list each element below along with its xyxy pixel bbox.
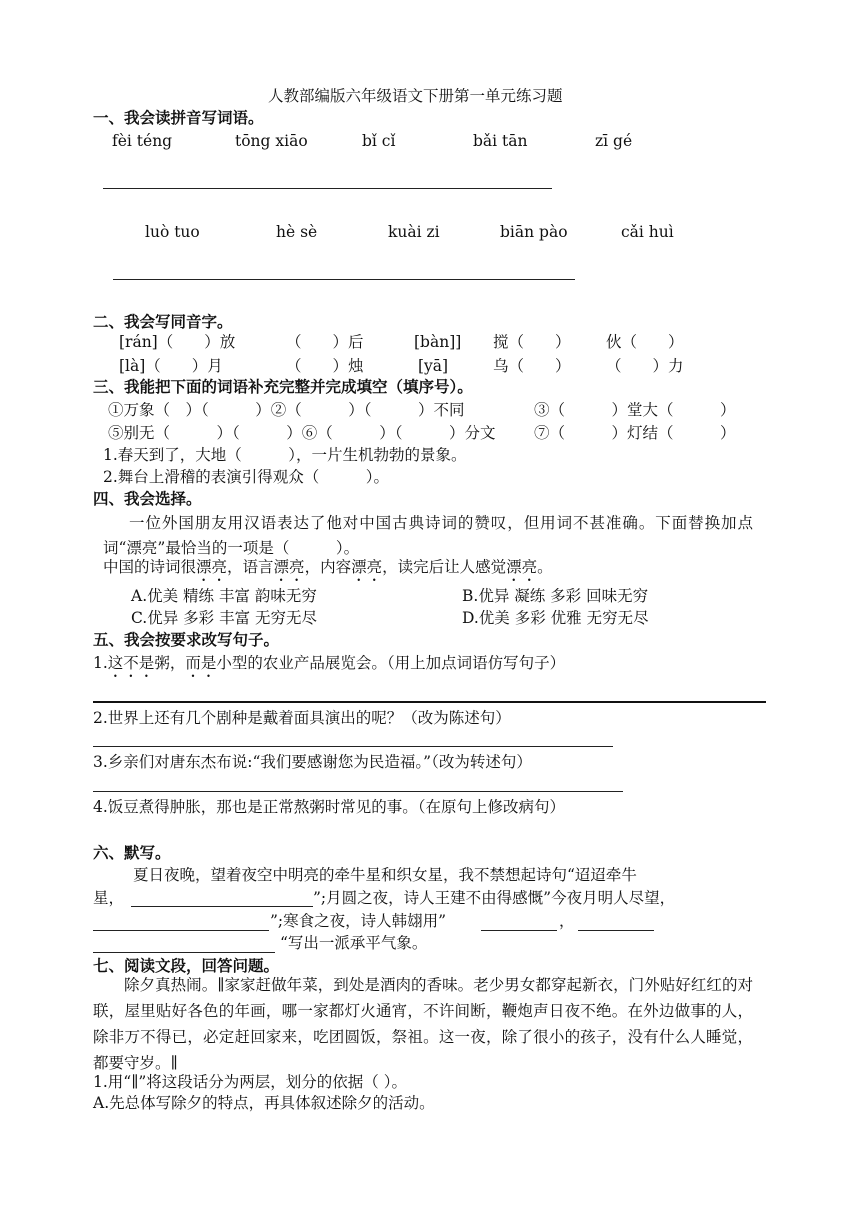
answer-line[interactable]	[93, 952, 275, 953]
dictation-text: ，	[559, 912, 575, 930]
section-3-heading: 三、我能把下面的词语补充完整并完成填空（填序号）。	[93, 377, 473, 396]
idiom-row: ⑤别无（ ）（ ）⑥（ ）（ ）分文	[108, 424, 496, 442]
pinyin-item: fèi téng	[112, 132, 173, 150]
answer-line[interactable]	[113, 279, 575, 280]
reading-question-1: 1.用“∥”将这段话分为两层，划分的依据（ ）。	[93, 1073, 407, 1091]
answer-line[interactable]	[93, 701, 766, 703]
answer-line[interactable]	[93, 746, 613, 747]
rewrite-question-4: 4.饭豆煮得肿胀，那也是正常熬粥时常见的事。（在原句上修改病句）	[93, 798, 566, 816]
sentence-text: 小型的农业产品展览会。（用上加点词语仿写句子）	[216, 654, 566, 672]
homophone-item: [rán]（ ）放	[119, 333, 236, 351]
section-4-heading: 四、我会选择。	[93, 489, 202, 508]
homophone-item: [yā]	[418, 357, 449, 375]
answer-line[interactable]	[93, 791, 623, 792]
homophone-item: （ ）力	[606, 357, 684, 375]
dotted-word: 漂亮	[351, 558, 383, 576]
answer-line[interactable]	[481, 930, 557, 931]
rewrite-question-2: 2.世界上还有几个剧种是戴着面具演出的呢？（改为陈述句）	[93, 709, 511, 727]
sentence-text: 中国的诗词很	[103, 558, 197, 576]
pinyin-item: luò tuo	[145, 223, 200, 241]
rewrite-question-1	[93, 653, 565, 681]
option-d: D.优美 多彩 优雅 无穷无尽	[462, 609, 649, 627]
dictation-text: ”;月圆之夜，诗人王建不由得感慨”今夜月明人尽望，	[313, 889, 676, 907]
option-b: B.优异 凝练 多彩 回味无穷	[462, 587, 649, 605]
dotted-word: 漂亮	[506, 558, 538, 576]
pinyin-item: bǎi tān	[473, 132, 528, 150]
idiom-row: ③（ ）堂大（ ）	[534, 401, 736, 419]
dotted-word: 漂亮	[273, 558, 305, 576]
homophone-item: （ ）烛	[286, 357, 364, 375]
choice-prompt: 一位外国朋友用汉语表达了他对中国古典诗词的赞叹，但用词不甚准确。下面替换加点词“漂亮”最恰当的一项是（ ）。	[103, 514, 753, 557]
homophone-item: [bàn]]	[414, 333, 462, 351]
fill-question: 1.春天到了，大地（ ），一片生机勃勃的景象。	[103, 446, 467, 464]
fill-question: 2.舞台上滑稽的表演引得观众（ ）。	[103, 468, 390, 486]
reading-passage: 除夕真热闹。∥家家赶做年菜，到处是酒肉的香味。老少男女都穿起新衣，门外贴好红红的对联，屋里贴好各色的年画，哪一家都灯火通宵，不许间断，鞭炮声日夜不绝。在外边做事的人，除非万不得已，必定赶回家来，吃团圆饭，祭祖。这一夜，除了很小的孩子，没有什么人睡觉，都要守岁。∥	[93, 976, 753, 1072]
pinyin-item: biān pào	[500, 223, 568, 241]
pinyin-item: kuài zi	[388, 223, 440, 241]
dictation-text: 星，	[93, 889, 125, 907]
answer-line[interactable]	[93, 930, 269, 931]
dictation-text: “写出一派承平气象。	[280, 934, 428, 952]
homophone-item: 乌（ ）	[493, 357, 571, 375]
sentence-text: 。	[537, 558, 553, 576]
dotted-word: 而是	[185, 654, 217, 672]
sentence-text: 粥，	[154, 654, 186, 672]
pinyin-item: zī gé	[595, 132, 633, 150]
page-title: 人教部编版六年级语文下册第一单元练习题	[268, 87, 563, 105]
question-number: 1.	[93, 654, 108, 672]
pinyin-item: tōng xiāo	[235, 132, 308, 150]
choice-sentence	[103, 557, 553, 585]
homophone-item: [là]（ ）月	[119, 357, 223, 375]
rewrite-question-3: 3.乡亲们对唐东杰布说:“我们要感谢您为民造福。”（改为转述句）	[93, 753, 532, 771]
pinyin-item: hè sè	[276, 223, 318, 241]
dictation-text: ”;寒食之夜，诗人韩翃用”	[270, 912, 447, 930]
pinyin-item: cǎi huì	[621, 223, 674, 241]
section-5-heading: 五、我会按要求改写句子。	[93, 630, 280, 649]
idiom-row: ⑦（ ）灯结（ ）	[534, 424, 736, 442]
answer-line[interactable]	[578, 930, 654, 931]
answer-line[interactable]	[103, 188, 552, 189]
sentence-text: ，读完后让人感觉	[382, 558, 507, 576]
section-6-heading: 六、默写。	[93, 843, 171, 862]
homophone-item: 搅（ ）	[493, 333, 571, 351]
section-1-heading: 一、我会读拼音写词语。	[93, 108, 264, 127]
pinyin-item: bǐ cǐ	[362, 132, 396, 150]
section-7-heading: 七、阅读文段，回答问题。	[93, 956, 280, 975]
option-c: C.优异 多彩 丰富 无穷无尽	[131, 609, 318, 627]
sentence-text: ，语言	[227, 558, 274, 576]
reading-option-a: A.先总体写除夕的特点，再具体叙述除夕的活动。	[93, 1094, 435, 1112]
idiom-row: ①万象（ ）（ ）②（ ）（ ）不同	[108, 401, 465, 419]
dotted-word: 这不是	[107, 654, 155, 672]
homophone-item: （ ）后	[286, 333, 364, 351]
option-a: A.优美 精练 丰富 韵味无穷	[131, 587, 317, 605]
sentence-text: ，内容	[304, 558, 352, 576]
answer-line[interactable]	[131, 906, 313, 907]
section-2-heading: 二、我会写同音字。	[93, 312, 233, 331]
dictation-line: 夏日夜晚，望着夜空中明亮的牵牛星和织女星，我不禁想起诗句“迢迢牵牛	[133, 866, 637, 884]
dotted-word: 漂亮	[196, 558, 228, 576]
homophone-item: 伙（ ）	[606, 333, 684, 351]
